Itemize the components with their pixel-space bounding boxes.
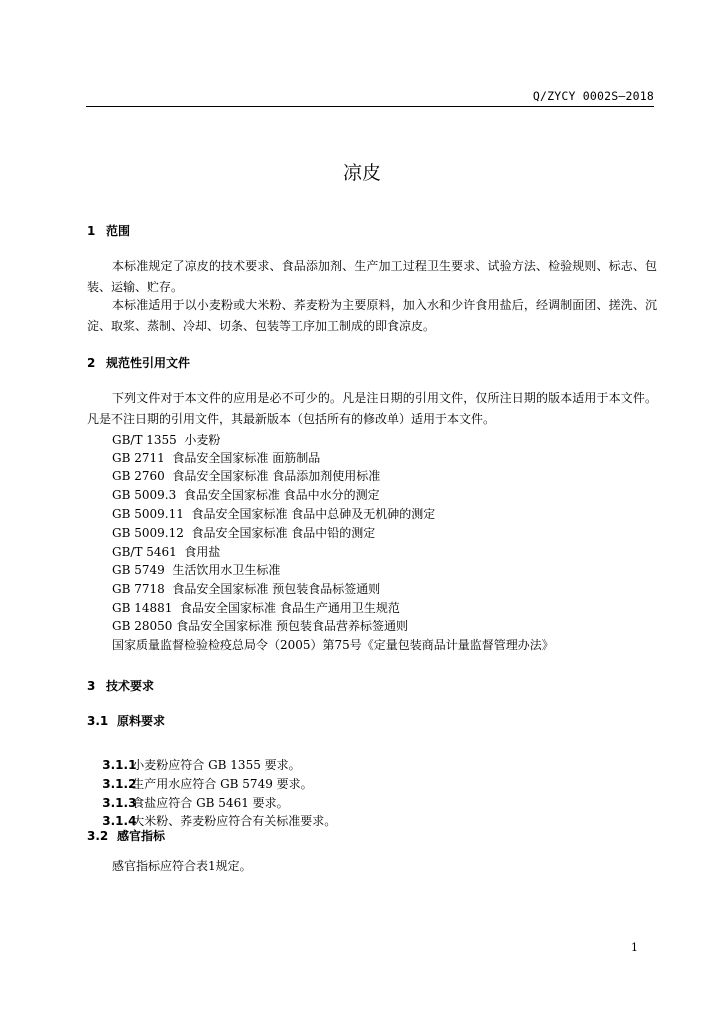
section-number: 2 <box>87 356 96 370</box>
clause-text: 食盐应符合 GB 5461 要求。 <box>132 796 289 810</box>
reference-item: GB 7718 食品安全国家标准 预包装食品标签通则 <box>112 582 381 596</box>
clause-text: 小麦粉应符合 GB 1355 要求。 <box>132 758 301 772</box>
clause-text: 生产用水应符合 GB 5749 要求。 <box>132 777 313 791</box>
section-title: 规范性引用文件 <box>106 356 191 370</box>
subsection-3-1-heading <box>87 712 165 729</box>
reference-item: GB 2711 食品安全国家标准 面筋制品 <box>112 451 321 465</box>
section-2-heading <box>87 354 190 371</box>
reference-item: 国家质量监督检验检疫总局令（2005）第75号《定量包装商品计量监督管理办法》 <box>112 638 554 652</box>
subsection-number: 3.1 <box>87 714 109 728</box>
page-number: 1 <box>631 941 638 954</box>
subsection-number: 3.2 <box>87 829 109 843</box>
section-title: 技术要求 <box>106 679 155 693</box>
clause-number: 3.1.1 <box>102 758 137 772</box>
subsection-3-2-heading <box>87 827 165 844</box>
subsection-title: 感官指标 <box>117 829 166 843</box>
section-number: 1 <box>87 224 96 238</box>
clause-number: 3.1.2 <box>102 777 137 791</box>
reference-item: GB 2760 食品安全国家标准 食品添加剂使用标准 <box>112 469 381 483</box>
reference-item: GB/T 1355 小麦粉 <box>112 433 221 447</box>
header-divider <box>86 106 654 107</box>
reference-item: GB 14881 食品安全国家标准 食品生产通用卫生规范 <box>112 601 400 615</box>
clause-text: 大米粉、荞麦粉应符合有关标准要求。 <box>132 814 337 828</box>
reference-item: GB/T 5461 食用盐 <box>112 545 221 559</box>
reference-item: GB 5009.11 食品安全国家标准 食品中总砷及无机砷的测定 <box>112 507 436 521</box>
scope-paragraph-1: 本标准规定了凉皮的技术要求、食品添加剂、生产加工过程卫生要求、试验方法、检验规则、标志、包装、运输、贮存。 <box>87 259 657 294</box>
clause-number: 3.1.4 <box>102 814 137 828</box>
document-title: 凉皮 <box>342 162 381 184</box>
sensory-requirement-text: 感官指标应符合表1规定。 <box>112 859 252 873</box>
clause-number: 3.1.3 <box>102 796 137 810</box>
reference-item: GB 28050 食品安全国家标准 预包装食品营养标签通则 <box>112 619 409 633</box>
reference-item: GB 5009.3 食品安全国家标准 食品中水分的测定 <box>112 488 380 502</box>
section-1-heading <box>87 222 130 239</box>
references-intro: 下列文件对于本文件的应用是必不可少的。凡是注日期的引用文件，仅所注日期的版本适用于本文件。凡是不注日期的引用文件，其最新版本（包括所有的修改单）适用于本文件。 <box>87 391 657 426</box>
section-number: 3 <box>87 679 96 693</box>
reference-item: GB 5009.12 食品安全国家标准 食品中铅的测定 <box>112 526 376 540</box>
section-title: 范围 <box>106 224 131 238</box>
standard-code: Q/ZYCY 0002S—2018 <box>532 89 654 103</box>
section-3-heading <box>87 677 154 694</box>
reference-item: GB 5749 生活饮用水卫生标准 <box>112 563 281 577</box>
subsection-title: 原料要求 <box>117 714 166 728</box>
scope-paragraph-2: 本标准适用于以小麦粉或大米粉、荞麦粉为主要原料，加入水和少许食用盐后，经调制面团、搓洗、沉淀、取浆、蒸制、冷却、切条、包装等工序加工制成的即食凉皮。 <box>87 298 657 333</box>
